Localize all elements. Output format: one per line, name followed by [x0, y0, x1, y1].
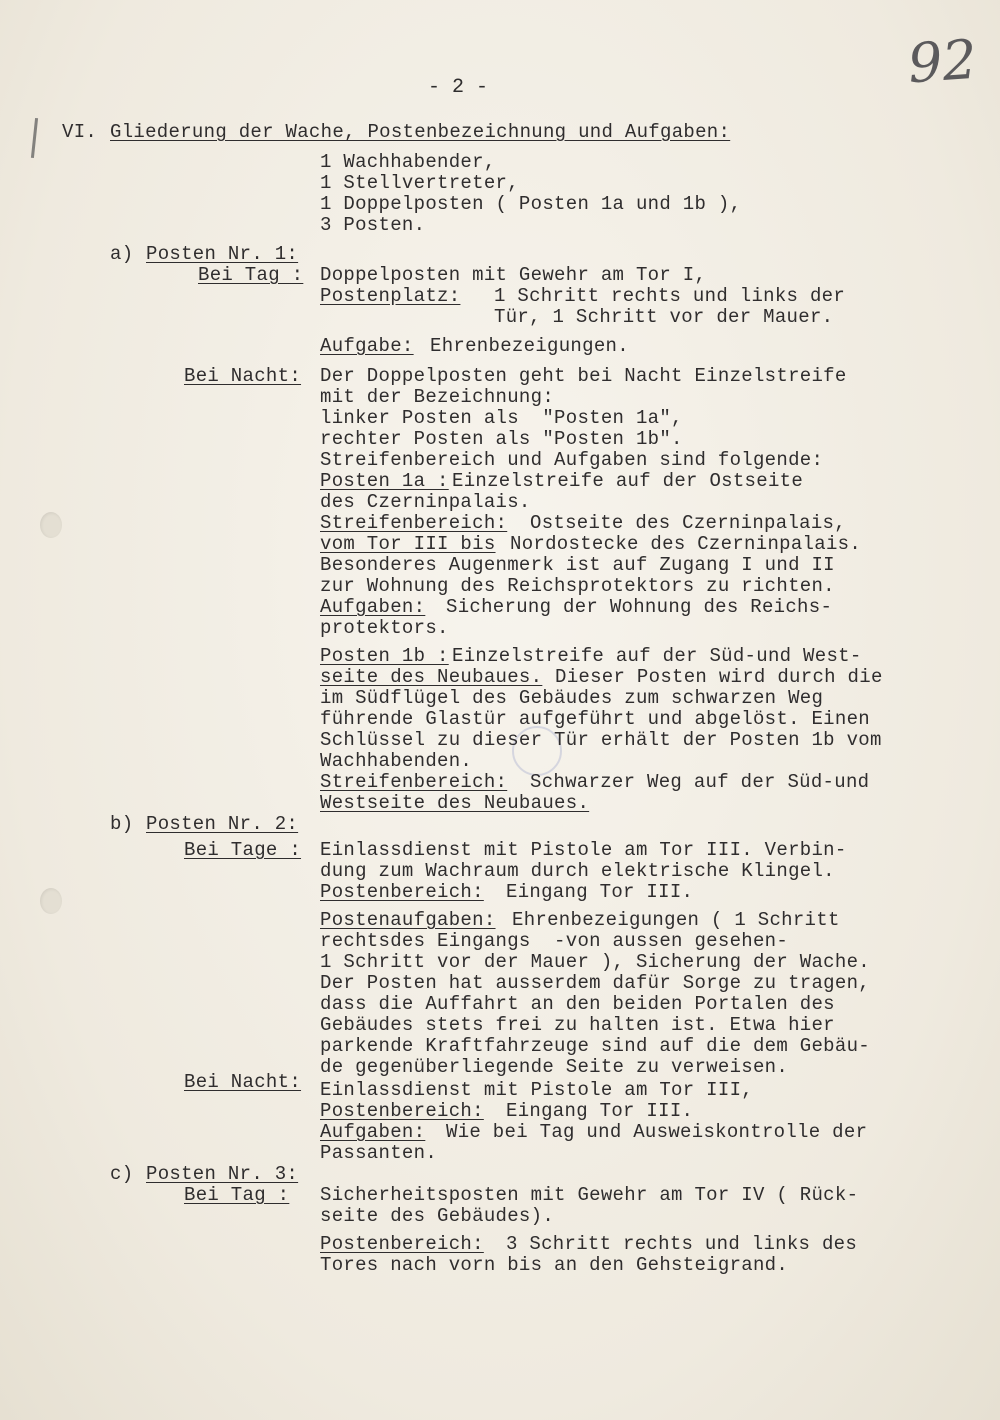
body-text: parkende Kraftfahrzeuge sind auf die dem Gebäu- — [320, 1035, 870, 1057]
staff-line: 1 Wachhabender, — [320, 151, 496, 173]
body-text: Tores nach vorn bis an den Gehsteigrand. — [320, 1254, 789, 1276]
body-text: seite des Gebäudes). — [320, 1205, 555, 1227]
item-marker-a: a) — [110, 243, 134, 265]
section-title: Gliederung der Wache, Postenbezeichnung und Aufgaben: — [110, 121, 731, 143]
body-text: Streifenbereich und Aufgaben sind folgende: — [320, 449, 824, 471]
handwritten-folio-number: 92 — [905, 27, 979, 96]
body-text: des Czerninpalais. — [320, 491, 531, 513]
posten-1a-label: Posten 1a : — [320, 470, 449, 492]
body-text: rechter Posten als "Posten 1b". — [320, 428, 683, 450]
body-text: Einzelstreife auf der Süd-und West- — [452, 645, 862, 667]
item-marker-b: b) — [110, 813, 134, 835]
body-text: Ehrenbezeigungen. — [430, 335, 629, 357]
body-text: Sicherung der Wohnung des Reichs- — [446, 596, 833, 618]
night-label: Bei Nacht: — [184, 1071, 302, 1093]
night-label: Bei Nacht: — [184, 365, 302, 387]
body-text: Sicherheitsposten mit Gewehr am Tor IV ( Rück- — [320, 1184, 859, 1206]
body-text: Doppelposten mit Gewehr am Tor I, — [320, 264, 707, 286]
body-text: 3 Schritt rechts und links des — [506, 1233, 858, 1255]
aufgabe-label: Aufgabe: — [320, 335, 414, 357]
postenbereich-label: Postenbereich: — [320, 1233, 484, 1255]
body-text: im Südflügel des Gebäudes zum schwarzen Weg — [320, 687, 824, 709]
body-text: Schlüssel zu dieser Tür erhält der Posten 1b vom — [320, 729, 882, 751]
body-text: rechtsdes Eingangs -von aussen gesehen- — [320, 930, 789, 952]
body-text: de gegenüberliegende Seite zu verweisen. — [320, 1056, 789, 1078]
body-text: Schwarzer Weg auf der Süd-und — [530, 771, 870, 793]
section-roman: VI. — [62, 121, 98, 143]
posten-1b-label: Posten 1b : — [320, 645, 449, 667]
postenbereich-label: Postenbereich: — [320, 881, 484, 903]
streifenbereich-label: Streifenbereich: — [320, 771, 508, 793]
body-text: 1 Schritt rechts und links der — [494, 285, 846, 307]
body-text: protektors. — [320, 617, 449, 639]
day-label: Bei Tag : — [198, 264, 304, 286]
punch-hole — [40, 512, 62, 538]
punch-hole — [40, 888, 62, 914]
body-text: zur Wohnung des Reichsprotektors zu richten. — [320, 575, 835, 597]
posten-3-label: Posten Nr. 3: — [146, 1163, 299, 1185]
body-text: Passanten. — [320, 1142, 438, 1164]
body-text: Der Posten hat ausserdem dafür Sorge zu tragen, — [320, 972, 870, 994]
body-text: mit der Bezeichnung: — [320, 386, 555, 408]
postenbereich-label: Postenbereich: — [320, 1100, 484, 1122]
day-label: Bei Tage : — [184, 839, 302, 861]
body-text: führende Glastür aufgeführt und abgelöst. Einen — [320, 708, 870, 730]
body-text: Der Doppelposten geht bei Nacht Einzelstreife — [320, 365, 847, 387]
body-text: linker Posten als "Posten 1a", — [320, 407, 683, 429]
margin-mark — [31, 118, 38, 158]
body-text: dung zum Wachraum durch elektrische Klingel. — [320, 860, 835, 882]
body-text: Eingang Tor III. — [506, 1100, 694, 1122]
posten-1-label: Posten Nr. 1: — [146, 243, 299, 265]
page-number: - 2 - — [428, 76, 489, 99]
body-text: Einlassdienst mit Pistole am Tor III. Verbin- — [320, 839, 847, 861]
body-text: Einzelstreife auf der Ostseite — [452, 470, 804, 492]
staff-line: 3 Posten. — [320, 214, 426, 236]
body-text-underlined: vom Tor III bis — [320, 533, 496, 555]
posten-2-label: Posten Nr. 2: — [146, 813, 299, 835]
body-text: Gebäudes stets frei zu halten ist. Etwa hier — [320, 1014, 835, 1036]
body-text: Wie bei Tag und Ausweiskontrolle der — [446, 1121, 868, 1143]
body-text: Tür, 1 Schritt vor der Mauer. — [494, 306, 834, 328]
body-text: Ehrenbezeigungen ( 1 Schritt — [512, 909, 840, 931]
aufgaben-label: Aufgaben: — [320, 1121, 426, 1143]
body-text: dass die Auffahrt an den beiden Portalen des — [320, 993, 835, 1015]
staff-line: 1 Stellvertreter, — [320, 172, 519, 194]
body-text: Besonderes Augenmerk ist auf Zugang I und II — [320, 554, 835, 576]
body-text: Wachhabenden. — [320, 750, 473, 772]
postenplatz-label: Postenplatz: — [320, 285, 461, 307]
day-label: Bei Tag : — [184, 1184, 290, 1206]
streifenbereich-label: Streifenbereich: — [320, 512, 508, 534]
postenaufgaben-label: Postenaufgaben: — [320, 909, 496, 931]
body-text-underlined: Westseite des Neubaues. — [320, 792, 590, 814]
body-text: Nordostecke des Czerninpalais. — [510, 533, 862, 555]
item-marker-c: c) — [110, 1163, 134, 1185]
body-text: Eingang Tor III. — [506, 881, 694, 903]
staff-line: 1 Doppelposten ( Posten 1a und 1b ), — [320, 193, 742, 215]
body-text: Einlassdienst mit Pistole am Tor III, — [320, 1079, 753, 1101]
body-text: Dieser Posten wird durch die — [555, 666, 883, 688]
body-text: Ostseite des Czerninpalais, — [530, 512, 846, 534]
body-text-underlined: seite des Neubaues. — [320, 666, 543, 688]
body-text: 1 Schritt vor der Mauer ), Sicherung der Wache. — [320, 951, 870, 973]
aufgaben-label: Aufgaben: — [320, 596, 426, 618]
